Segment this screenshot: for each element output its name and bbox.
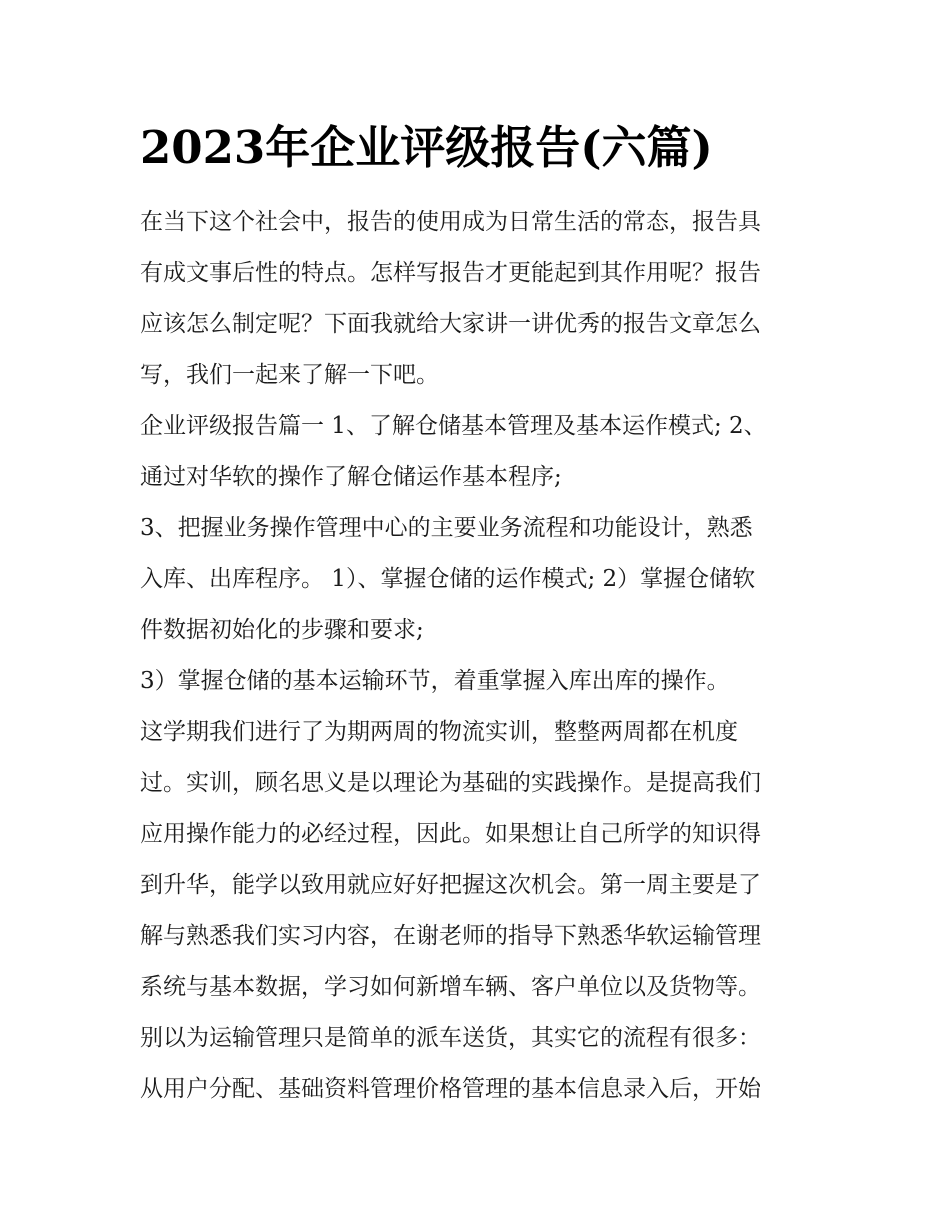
paragraph-line: 件数据初始化的步骤和要求; — [140, 617, 424, 643]
paragraph-line: 别以为运输管理只是简单的派车送货，其实它的流程有很多： — [140, 1025, 761, 1051]
paragraph-line: 应该怎么制定呢？下面我就给大家讲一讲优秀的报告文章怎么 — [140, 311, 761, 337]
paragraph-line: 3）掌握仓储的基本运输环节，着重掌握入库出库的操作。 — [140, 668, 730, 694]
paragraph-line: 应用操作能力的必经过程，因此。如果想让自己所学的知识得 — [140, 821, 761, 847]
paragraph-line: 有成文事后性的特点。怎样写报告才更能起到其作用呢？报告 — [140, 260, 761, 286]
document-title: 2023年企业评级报告(六篇) — [140, 121, 713, 174]
paragraph-line: 系统与基本数据，学习如何新增车辆、客户单位以及货物等。 — [140, 974, 761, 1000]
paragraph-line: 通过对华软的操作了解仓储运作基本程序; — [140, 464, 562, 490]
paragraph-line: 写，我们一起来了解一下吧。 — [140, 362, 439, 388]
paragraph-line: 过。实训，顾名思义是以理论为基础的实践操作。是提高我们 — [140, 770, 761, 796]
paragraph-line: 在当下这个社会中，报告的使用成为日常生活的常态，报告具 — [140, 209, 761, 235]
paragraph-line: 从用户分配、基础资料管理价格管理的基本信息录入后，开始 — [140, 1076, 761, 1102]
document-body — [140, 197, 820, 1115]
paragraph-line: 解与熟悉我们实习内容，在谢老师的指导下熟悉华软运输管理 — [140, 923, 761, 949]
paragraph-line: 到升华，能学以致用就应好好把握这次机会。第一周主要是了 — [140, 872, 761, 898]
paragraph-line: 企业评级报告篇一 1、了解仓储基本管理及基本运作模式; 2、 — [140, 413, 767, 439]
paragraph-line: 这学期我们进行了为期两周的物流实训，整整两周都在机度 — [140, 719, 738, 745]
paragraph-line: 入库、出库程序。 1）、掌握仓储的运作模式; 2）掌握仓储软 — [140, 566, 756, 592]
paragraph-line: 3、把握业务操作管理中心的主要业务流程和功能设计，熟悉 — [140, 515, 753, 541]
